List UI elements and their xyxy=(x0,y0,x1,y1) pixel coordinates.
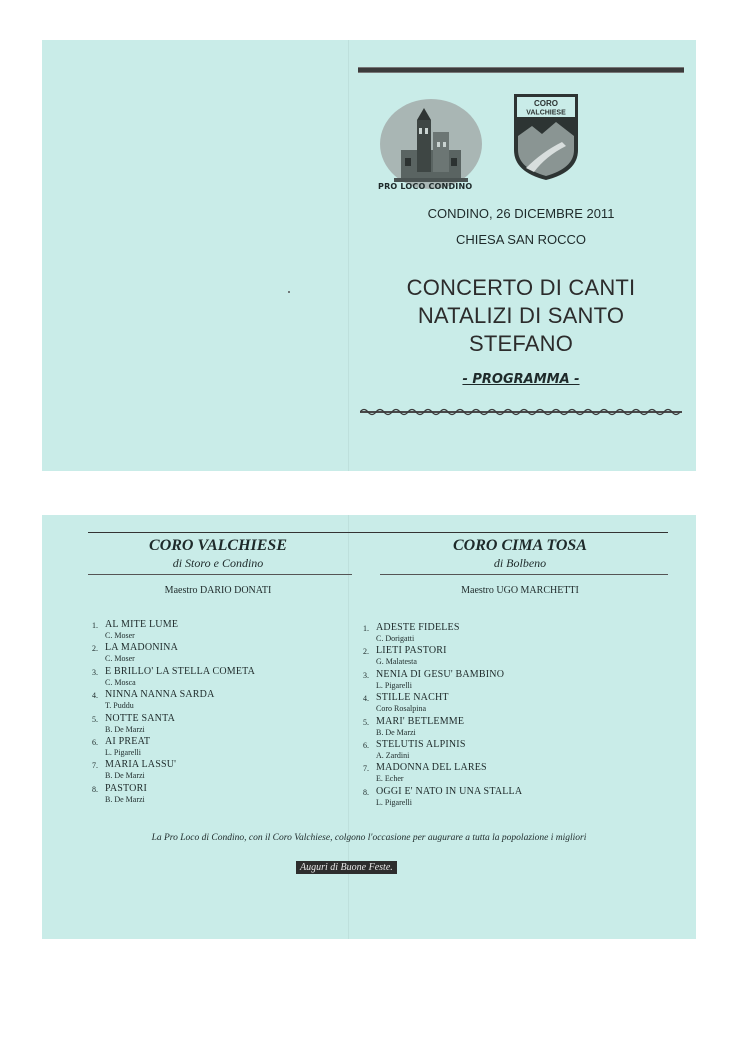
song-number: 4. xyxy=(363,694,369,704)
song-composer: A. Zardini xyxy=(376,750,410,760)
song-item xyxy=(92,783,342,806)
song-title: STELUTIS ALPINIS xyxy=(376,738,466,750)
song-composer: T. Puddu xyxy=(105,701,134,711)
song-item xyxy=(92,736,342,759)
song-composer: C. Moser xyxy=(105,631,135,640)
programma-heading xyxy=(358,372,684,387)
song-title: AL MITE LUME xyxy=(105,619,179,630)
song-item xyxy=(363,716,643,739)
song-title: NOTTE SANTA xyxy=(105,712,176,724)
song-item xyxy=(92,619,342,642)
choir-name: CORO CIMA TOSA xyxy=(453,537,587,554)
song-title: ADESTE FIDELES xyxy=(376,622,460,633)
song-item xyxy=(363,762,643,785)
song-title: AI PREAT xyxy=(105,735,151,747)
song-item xyxy=(363,669,643,692)
song-item xyxy=(92,666,342,689)
header-rule xyxy=(88,532,668,533)
song-composer: L. Pigarelli xyxy=(376,797,412,807)
song-item xyxy=(92,642,342,665)
song-item xyxy=(92,689,342,712)
program-sheet xyxy=(42,515,696,939)
greeting-text: La Pro Loco di Condino, con il Coro Valchiese, colgono l'occasione per augurare a tutta la popolazione i migliori xyxy=(151,833,587,843)
song-composer: G. Malatesta xyxy=(376,657,417,667)
choir-header-right xyxy=(380,537,660,571)
song-title: MARIA LASSU' xyxy=(105,759,177,771)
song-composer: C. Mosca xyxy=(105,677,136,687)
song-number: 1. xyxy=(92,621,98,630)
song-composer: E. Echer xyxy=(376,774,404,784)
song-item xyxy=(363,622,643,645)
choir-rule-left xyxy=(88,574,352,575)
song-title: E BRILLO' LA STELLA COMETA xyxy=(105,665,256,677)
song-title: LIETI PASTORI xyxy=(376,645,447,657)
song-title: PASTORI xyxy=(105,782,147,794)
song-composer: L. Pigarelli xyxy=(105,747,141,757)
song-composer: Coro Rosalpina xyxy=(376,704,426,714)
choir-rule-right xyxy=(380,574,668,575)
song-composer: L. Pigarelli xyxy=(376,680,412,690)
song-number: 8. xyxy=(363,787,369,797)
church-tower-logo xyxy=(379,98,483,190)
concert-title xyxy=(358,274,684,358)
song-list-left xyxy=(92,619,342,806)
song-title: LA MADONINA xyxy=(105,642,179,654)
song-number: 5. xyxy=(363,717,369,727)
song-title: NINNA NANNA SARDA xyxy=(105,689,215,701)
organizer-label: PRO LOCO CONDINO xyxy=(378,182,473,191)
song-number: 1. xyxy=(363,624,369,633)
song-number: 2. xyxy=(92,644,98,654)
song-item xyxy=(92,713,342,736)
song-number: 5. xyxy=(92,714,98,724)
title-line: CONCERTO DI CANTI xyxy=(406,275,636,300)
song-number: 6. xyxy=(92,737,98,747)
song-item xyxy=(363,692,643,715)
song-title: MARI' BETLEMME xyxy=(376,715,465,727)
song-composer: B. De Marzi xyxy=(376,727,416,737)
song-number: 8. xyxy=(92,784,98,794)
fold-line xyxy=(348,40,349,471)
song-item xyxy=(92,759,342,782)
choir-origin: di Storo e Condino xyxy=(172,556,264,570)
song-number: 4. xyxy=(92,691,98,701)
programma-label: - PROGRAMMA - xyxy=(462,372,580,387)
choir-origin: di Bolbeno xyxy=(493,556,547,570)
cover-sheet xyxy=(42,40,696,471)
song-title: STILLE NACHT xyxy=(376,692,449,704)
song-number: 2. xyxy=(363,647,369,657)
event-venue: CHIESA SAN ROCCO xyxy=(455,232,587,247)
choir-maestro: Maestro DARIO DONATI xyxy=(164,585,272,596)
fold-line xyxy=(348,515,349,939)
title-line: NATALIZI DI SANTO xyxy=(417,303,625,328)
coro-valchiese-shield-logo xyxy=(512,92,580,182)
song-list-right xyxy=(363,622,643,809)
event-date: CONDINO, 26 DICEMBRE 2011 xyxy=(427,206,615,221)
decorative-border-ornament xyxy=(360,407,682,417)
song-number: 7. xyxy=(92,761,98,771)
svg-text:CORO: CORO xyxy=(534,99,558,108)
choir-maestro: Maestro UGO MARCHETTI xyxy=(461,585,579,596)
svg-text:VALCHIESE: VALCHIESE xyxy=(526,109,566,117)
song-number: 7. xyxy=(363,764,369,774)
song-title: NENIA DI GESU' BAMBINO xyxy=(376,668,505,680)
choir-header-left xyxy=(78,537,358,571)
song-composer: C. Moser xyxy=(105,654,135,664)
song-item xyxy=(363,786,643,809)
song-item xyxy=(363,739,643,762)
song-composer: C. Dorigatti xyxy=(376,634,415,643)
top-rule xyxy=(358,67,684,73)
song-composer: B. De Marzi xyxy=(105,724,145,734)
song-item xyxy=(363,645,643,668)
song-number: 6. xyxy=(363,740,369,750)
song-title: MADONNA DEL LARES xyxy=(376,762,487,774)
closing-wishes: Auguri di Buone Feste. xyxy=(296,861,397,874)
song-number: 3. xyxy=(363,670,369,680)
choir-name: CORO VALCHIESE xyxy=(149,537,287,554)
song-composer: B. De Marzi xyxy=(105,794,145,804)
title-line: STEFANO xyxy=(468,331,574,356)
song-composer: B. De Marzi xyxy=(105,771,145,781)
paper-speck xyxy=(288,291,290,293)
song-title: OGGI E' NATO IN UNA STALLA xyxy=(376,785,523,797)
song-number: 3. xyxy=(92,667,98,677)
